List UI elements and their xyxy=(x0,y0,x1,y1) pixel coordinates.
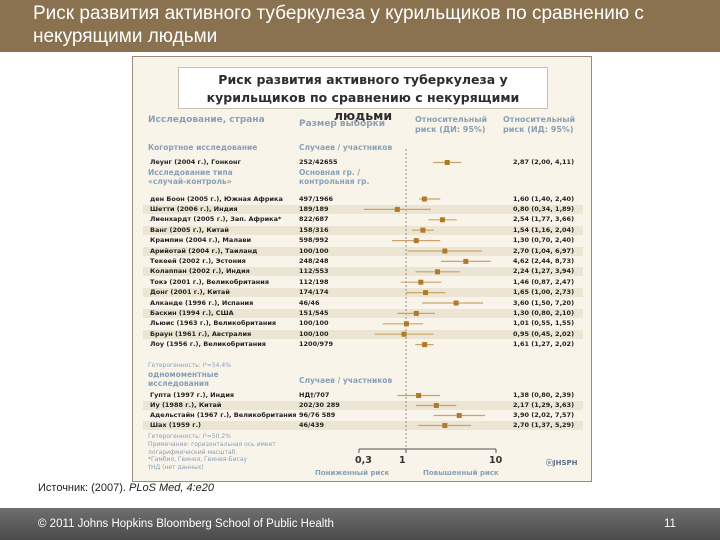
study-label: Шах (1959 г.) xyxy=(150,421,202,429)
point-estimate xyxy=(435,269,440,274)
sample-size: 100/100 xyxy=(299,319,329,328)
study-label: Токэ (2001 г.), Великобритания xyxy=(150,277,269,286)
study-label: Крампин (2004 г.), Малави xyxy=(150,236,252,245)
axis-higher-risk: Повышенный риск xyxy=(423,469,499,477)
study-label: Адельстайн (1967 г.), Великобритания xyxy=(150,411,297,419)
sample-size: 100/100 xyxy=(299,246,329,255)
cases-header-2: Случаев / участников xyxy=(299,376,393,385)
axis-tick-one: 1 xyxy=(399,455,406,466)
point-estimate xyxy=(420,228,425,233)
point-estimate xyxy=(402,332,407,337)
study-label: Лиенхардт (2005 г.), Зап. Африка* xyxy=(150,215,282,224)
copyright-text: © 2011 Johns Hopkins Bloomberg School of Public Health xyxy=(38,518,334,530)
point-estimate xyxy=(404,321,409,326)
forest-plot-svg xyxy=(133,57,592,482)
study-label: Браун (1961 г.), Австралия xyxy=(150,329,252,338)
relative-risk: 2,70 (1,37, 5,29) xyxy=(513,421,575,429)
study-label: Лоу (1956 г.), Великобритания xyxy=(150,340,266,349)
relative-risk: 1,30 (0,70, 2,40) xyxy=(513,236,575,245)
relative-risk: 2,24 (1,27, 3,94) xyxy=(513,267,575,276)
axis-tick-high: 10 xyxy=(489,455,503,466)
sample-size: 174/174 xyxy=(299,288,329,297)
relative-risk: 1,60 (1,40, 2,40) xyxy=(513,194,575,203)
sample-size: 598/992 xyxy=(299,236,329,245)
col-header-sample: Размер выборки xyxy=(299,119,386,129)
study-label: Льюис (1963 г.), Великобритания xyxy=(150,319,277,328)
point-estimate xyxy=(442,249,447,254)
relative-risk: 3,90 (2,02, 7,57) xyxy=(513,411,575,419)
sample-size: 46/46 xyxy=(299,298,320,307)
relative-risk: 0,80 (0,34, 1,89) xyxy=(513,204,575,213)
sample-size: 112/553 xyxy=(299,267,329,276)
sample-size: 158/316 xyxy=(299,225,329,234)
case-control-header: Исследование типа «случай-контроль» xyxy=(148,168,233,186)
slide-header xyxy=(0,0,720,52)
point-estimate xyxy=(423,290,428,295)
point-estimate xyxy=(442,423,447,428)
figure-title: Риск развития активного туберкулеза у курильщиков по сравнению с некурящими людьми xyxy=(178,67,548,109)
point-estimate xyxy=(422,197,427,202)
note-log-scale: Примечание: горизонтальная ось имеет логарифмический масштаб. xyxy=(148,441,276,456)
point-estimate xyxy=(395,207,400,212)
sample-size: 497/1966 xyxy=(299,194,334,203)
relative-risk: 0,95 (0,45, 2,02) xyxy=(513,329,575,338)
cases-header: Случаев / участников xyxy=(299,143,393,152)
point-estimate xyxy=(454,301,459,306)
note-no-data: †НД (нет данных) xyxy=(148,464,204,471)
study-label: ден Боон (2005 г.), Южная Африка xyxy=(150,194,283,203)
sample-size: НД†/707 xyxy=(299,391,330,399)
relative-risk: 1,38 (0,80, 2,39) xyxy=(513,391,575,399)
point-estimate xyxy=(434,403,439,408)
col-header-rr: Относительный риск (ДИ: 95%) xyxy=(415,115,488,134)
relative-risk: 1,01 (0,55, 1,55) xyxy=(513,319,575,328)
point-estimate xyxy=(418,280,423,285)
point-estimate xyxy=(440,217,445,222)
sample-size: 96/76 589 xyxy=(299,411,336,419)
cross-sectional-header: одномоментные исследования xyxy=(148,370,219,388)
relative-risk: 1,54 (1,16, 2,04) xyxy=(513,225,575,234)
source-citation: Источник: (2007). PLoS Med, 4:e20 xyxy=(38,482,215,494)
heterogeneity-1: Гетерогенность: I²=54.4% xyxy=(148,362,231,369)
forest-plot-figure xyxy=(132,56,592,482)
study-label: Колаппан (2002 г.), Индия xyxy=(150,267,250,276)
slide-footer xyxy=(0,508,720,540)
col-header-rr-alt: Относительный риск (ИД: 95%) xyxy=(503,115,576,134)
col-header-study: Исследование, страна xyxy=(148,115,265,125)
jhsph-logo: ⓔJHSPH xyxy=(546,459,578,467)
sample-size: 189/189 xyxy=(299,204,329,213)
sample-size: 1200/979 xyxy=(299,340,334,349)
sample-size: 151/545 xyxy=(299,308,329,317)
study-label: Алкандe (1996 г.), Испания xyxy=(150,298,254,307)
point-estimate xyxy=(414,311,419,316)
relative-risk: 1,65 (1,00, 2,73) xyxy=(513,288,575,297)
point-estimate xyxy=(414,238,419,243)
relative-risk: 4,62 (2,44, 8,73) xyxy=(513,256,575,265)
study-label: Ванг (2005 г.), Китай xyxy=(150,225,229,234)
heterogeneity-2: Гетерогенность: I²=50.2% xyxy=(148,433,231,440)
relative-risk: 2,70 (1,04, 6,97) xyxy=(513,246,575,255)
relative-risk: 1,61 (1,27, 2,02) xyxy=(513,340,575,349)
sample-size: 822/687 xyxy=(299,215,329,224)
relative-risk: 3,60 (1,50, 7,20) xyxy=(513,298,575,307)
axis-tick-low: 0,3 xyxy=(355,455,372,466)
cohort-header: Когортное исследование xyxy=(148,143,258,152)
point-estimate xyxy=(416,393,421,398)
sample-size: 248/248 xyxy=(299,256,329,265)
study-label: Текеей (2002 г.), Эстония xyxy=(150,256,246,265)
study-label: Донг (2001 г.), Китай xyxy=(150,288,230,297)
point-estimate xyxy=(445,160,450,165)
study-label: Леунг (2004 г.), Гонконг xyxy=(150,158,241,166)
sample-size: 252/42655 xyxy=(299,158,338,166)
sample-size: 202/30 289 xyxy=(299,401,340,409)
sample-size: 100/100 xyxy=(299,329,329,338)
study-label: Арийотай (2004 г.), Таиланд xyxy=(150,246,258,255)
point-estimate xyxy=(457,413,462,418)
case-control-sample-header: Основная гр. / контрольная гр. xyxy=(299,168,370,186)
relative-risk: 1,30 (0,80, 2,10) xyxy=(513,308,575,317)
note-west-africa: *Гамбия, Гвинея, Гвинея-Бисау xyxy=(148,456,248,463)
point-estimate xyxy=(463,259,468,264)
study-label: Баскин (1994 г.), США xyxy=(150,308,234,317)
point-estimate xyxy=(422,342,427,347)
page-number: 11 xyxy=(664,518,676,530)
study-label: Иу (1988 г.), Китай xyxy=(150,401,222,409)
sample-size: 112/198 xyxy=(299,277,329,286)
axis-lower-risk: Пониженный риск xyxy=(315,469,390,477)
study-label: Шетти (2006 г.), Индия xyxy=(150,204,238,213)
study-label: Гупта (1997 г.), Индия xyxy=(150,391,235,399)
relative-risk: 2,87 (2,00, 4,11) xyxy=(513,158,575,166)
relative-risk: 1,46 (0,87, 2,47) xyxy=(513,277,575,286)
sample-size: 46/439 xyxy=(299,421,324,429)
relative-risk: 2,17 (1,29, 3,63) xyxy=(513,401,575,409)
slide-title: Риск развития активного туберкулеза у курильщиков по сравнению с некурящими людьми xyxy=(33,3,644,47)
relative-risk: 2,54 (1,77, 3,66) xyxy=(513,215,575,224)
